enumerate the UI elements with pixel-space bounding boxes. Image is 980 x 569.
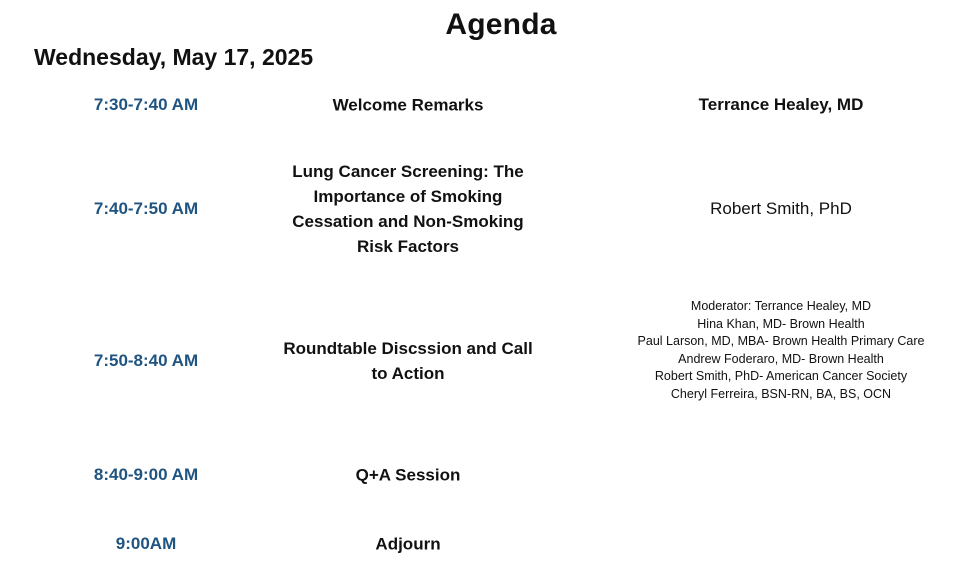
panelist-line: Andrew Foderaro, MD- Brown Health <box>678 352 884 366</box>
agenda-session: Welcome Remarks <box>332 95 484 115</box>
agenda-session: Lung Cancer Screening: The Importance of Smoking Cessation and Non-Smoking Risk Factors <box>292 162 524 256</box>
agenda-time: 9:00AM <box>115 534 177 553</box>
agenda-time: 7:50-8:40 AM <box>93 351 199 370</box>
panelist-list <box>600 298 962 404</box>
agenda-session: Roundtable Discssion and Call to Action <box>283 339 533 383</box>
agenda-session: Adjourn <box>375 534 441 554</box>
agenda-speaker: Terrance Healey, MD <box>698 95 864 114</box>
panelist-line: Paul Larson, MD, MBA- Brown Health Primary Care <box>637 334 925 349</box>
agenda-time: 8:40-9:00 AM <box>93 465 199 484</box>
date-heading: Wednesday, May 17, 2025 <box>34 44 314 70</box>
panelist-line: Moderator: Terrance Healey, MD <box>690 299 872 314</box>
page-title: Agenda <box>445 8 557 41</box>
panelist-line: Cheryl Ferreira, BSN-RN, BA, BS, OCN <box>670 387 892 402</box>
panelist-line: Hina Khan, MD- Brown Health <box>697 316 865 331</box>
agenda-session: Q+A Session <box>355 465 461 485</box>
panelist-line: Robert Smith, PhD- American Cancer Society <box>654 369 908 384</box>
agenda-time: 7:40-7:50 AM <box>93 199 199 218</box>
agenda-speaker: Robert Smith, PhD <box>710 199 852 218</box>
agenda-time: 7:30-7:40 AM <box>93 95 199 114</box>
